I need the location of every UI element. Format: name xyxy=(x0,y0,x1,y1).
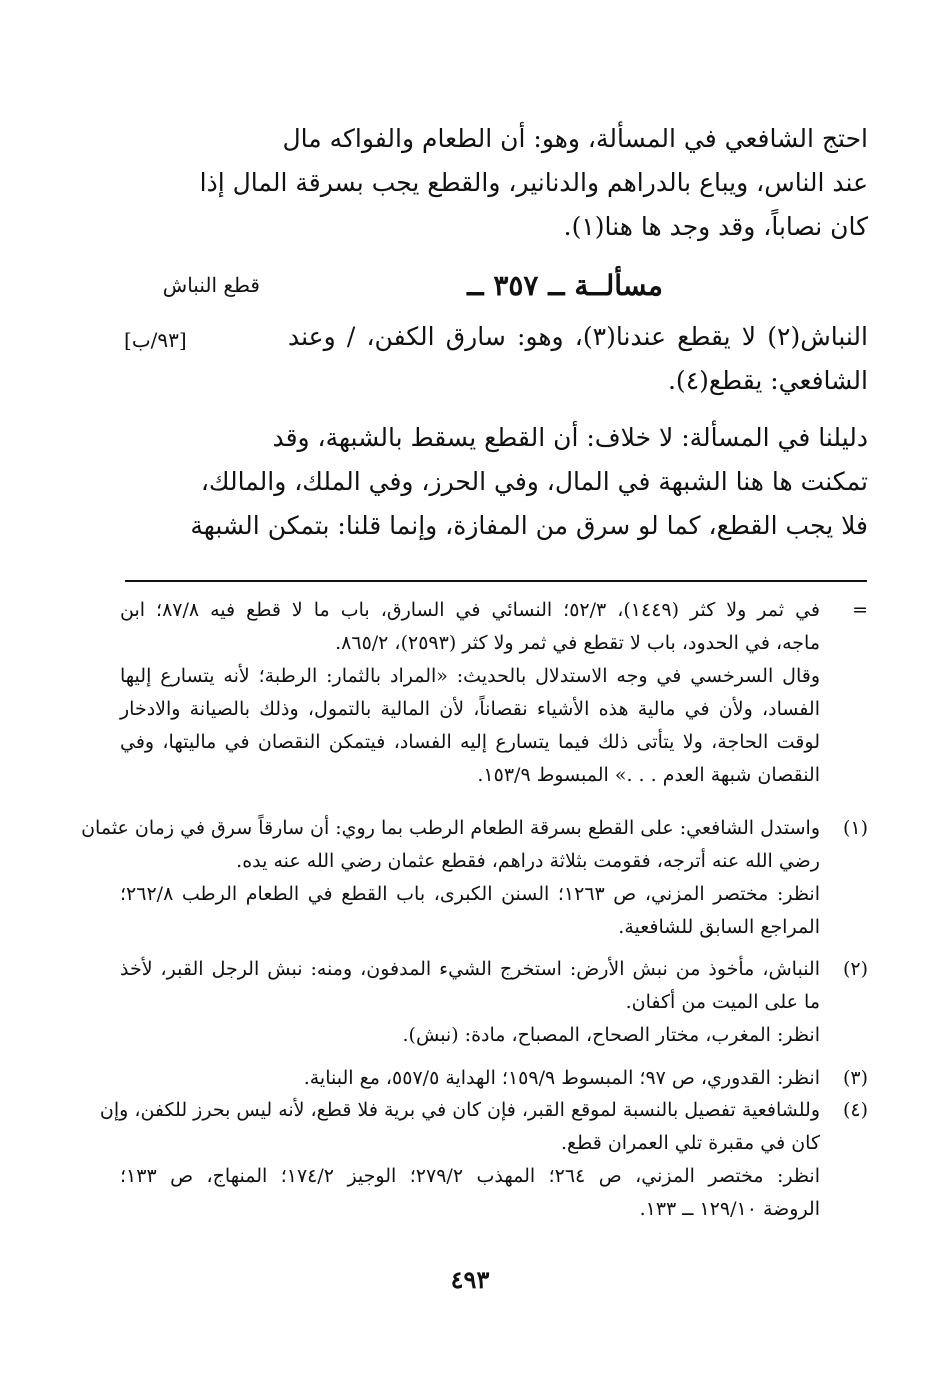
footnote-line: وللشافعية تفصيل بالنسبة لموقع القبر، فإن كان في برية فلا قطع، لأنه ليس بحرز للكفن، وإن xyxy=(99,1099,820,1121)
footnote-line: النقصان شبهة العدم . . .» المبسوط ١٥٣/٩. xyxy=(477,764,820,786)
text-line: دليلنا في المسألة: لا خلاف: أن القطع يسقط بالشبهة، وقد xyxy=(272,423,868,452)
footnote-3 xyxy=(120,1062,868,1095)
footnote-line: انظر: مختصر المزني، ص ٢٦٤؛ المهذب ٢٧٩/٢؛ الوجيز ١٧٤/٢؛ المنهاج، ص ١٣٣؛ xyxy=(120,1165,820,1187)
footnote-4 xyxy=(99,1094,868,1226)
paragraph-evidence xyxy=(190,416,868,548)
text-line: الشافعي: يقطع(٤). xyxy=(667,366,868,395)
text-line: كان نصاباً، وقد وجد ها هنا(١). xyxy=(563,212,868,241)
footnote-line: لوقت الحاجة، ولا يتأتى ذلك فيما يتسارع إليه الفساد، فيتمكن النقصان في ماليتها، وفي xyxy=(120,731,820,753)
footnote-line: الروضة ١٢٩/١٠ ــ ١٣٣. xyxy=(639,1198,820,1220)
footnote-line: كان في مقبرة تلي العمران قطع. xyxy=(560,1132,820,1154)
footnote-number: (١) xyxy=(842,817,868,839)
footnote-line: انظر: مختصر المزني، ص ١٢٦٣؛ السنن الكبرى، باب القطع في الطعام الرطب ٢٦٢/٨؛ xyxy=(120,883,820,905)
footnote-line: في ثمر ولا كثر (١٤٤٩)، ٥٢/٣؛ النسائي في السارق، باب ما لا قطع فيه ٨٧/٨؛ ابن xyxy=(120,599,820,621)
paragraph-ruling xyxy=(288,315,868,403)
footnote-2 xyxy=(120,953,868,1052)
footnote-line: المراجع السابق للشافعية. xyxy=(618,916,820,938)
footnote-1 xyxy=(81,812,868,944)
text-line: تمكنت ها هنا الشبهة في المال، وفي الحرز، وفي الملك، والمالك، xyxy=(200,467,868,496)
footnote-line: ما على الميت من أكفان. xyxy=(625,991,820,1013)
footnote-continued xyxy=(120,594,868,792)
footnote-number: (٤) xyxy=(842,1099,868,1121)
section-heading: مسألــة ــ ٣٥٧ ــ xyxy=(467,269,663,302)
footnote-separator xyxy=(125,580,867,582)
text-line: احتج الشافعي في المسألة، وهو: أن الطعام والفواكه مال xyxy=(282,124,868,153)
page-number: ٤٩٣ xyxy=(450,1265,490,1294)
text-line: عند الناس، ويباع بالدراهم والدنانير، والقطع يجب بسرقة المال إذا xyxy=(199,168,868,197)
footnote-line: الفساد، ولأن في مالية هذه الأشياء نقصاناً، لأن المالية بالتمول، وذلك بالصيانة والادخار xyxy=(120,698,820,720)
footnote-line: انظر: المغرب، مختار الصحاح، المصباح، مادة: (نبش). xyxy=(402,1024,820,1046)
footnote-line: وقال السرخسي في وجه الاستدلال بالحديث: «المراد بالثمار: الرطبة؛ لأنه يتسارع إليها xyxy=(120,665,820,687)
paragraph-argument xyxy=(199,117,868,249)
footnote-number: (٣) xyxy=(842,1067,868,1089)
manuscript-folio-ref: [٩٣/ب] xyxy=(124,328,187,352)
text-line: النباش(٢) لا يقطع عندنا(٣)، وهو: سارق الكفن، / وعند xyxy=(288,322,868,351)
text-line: فلا يجب القطع، كما لو سرق من المفازة، وإنما قلنا: بتمكن الشبهة xyxy=(190,511,868,540)
footnote-number: = xyxy=(852,599,868,621)
footnote-line: رضي الله عنه أترجه، فقومت بثلاثة دراهم، فقطع عثمان رضي الله عنه يده. xyxy=(236,850,820,872)
footnote-line: انظر: القدوري، ص ٩٧؛ المبسوط ١٥٩/٩؛ الهداية ٥٥٧/٥، مع البناية. xyxy=(303,1067,820,1089)
footnote-line: النباش، مأخوذ من نبش الأرض: استخرج الشيء المدفون، ومنه: نبش الرجل القبر، لأخذ xyxy=(120,958,820,980)
footnote-line: ماجه، في الحدود، باب لا تقطع في ثمر ولا كثر (٢٥٩٣)، ٨٦٥/٢. xyxy=(335,632,820,654)
footnote-line: واستدل الشافعي: على القطع بسرقة الطعام الرطب بما روي: أن سارقاً سرق في زمان عثمان xyxy=(81,817,820,839)
footnote-number: (٢) xyxy=(842,958,868,980)
margin-title: قطع النباش xyxy=(162,273,260,297)
